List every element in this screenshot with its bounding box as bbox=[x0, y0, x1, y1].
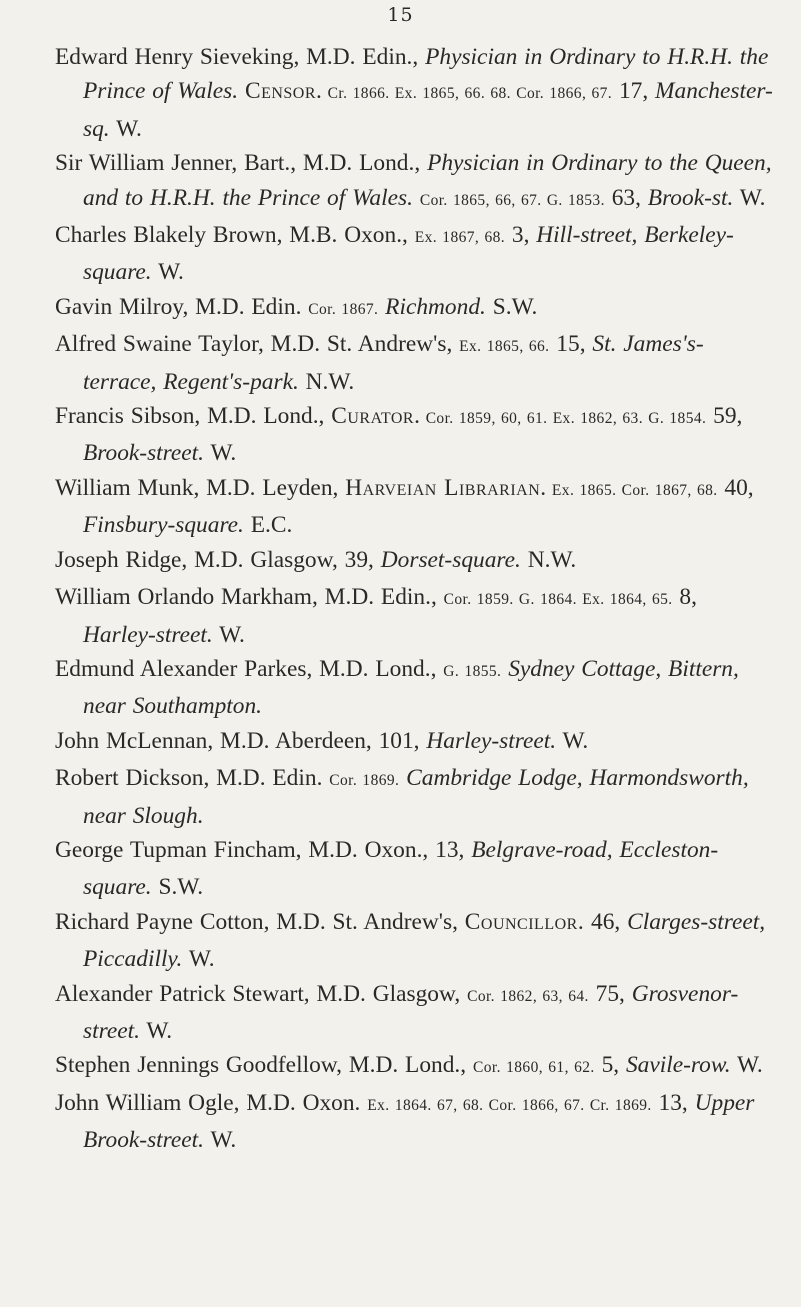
entry-space bbox=[413, 185, 420, 211]
entry-college-dates: Cor. 1859. G. 1864. Ex. 1864, 65. bbox=[443, 591, 673, 609]
entry-college-dates: Cor. 1865, 66, 67. G. 1853. bbox=[419, 191, 605, 209]
entry-name: Gavin Milroy, M.D. Edin. bbox=[55, 293, 309, 320]
list-entry bbox=[55, 471, 773, 543]
entry-college-dates: Ex. 1865. Cor. 1867, 68. bbox=[546, 481, 718, 499]
entry-name: William Munk, M.D. Leyden, bbox=[55, 474, 346, 501]
entry-address: Harley-street. bbox=[426, 727, 557, 754]
entry-office: Curator. bbox=[331, 403, 421, 430]
list-entry bbox=[55, 218, 773, 290]
list-entry bbox=[55, 1086, 773, 1158]
entry-address: Cambridge Lodge, Harmondsworth, near Slough. bbox=[83, 765, 749, 829]
list-entry bbox=[55, 327, 773, 399]
entry-address: Brook-st. bbox=[647, 184, 734, 211]
entry-number: 63, bbox=[604, 184, 648, 211]
entry-college-dates: Ex. 1864. 67, 68. Cor. 1866, 67. Cr. 1869. bbox=[367, 1096, 652, 1114]
entry-address: Manchester-sq. bbox=[83, 78, 773, 142]
entry-district: W. bbox=[139, 1017, 173, 1044]
list-entry bbox=[55, 977, 773, 1049]
entry-name: Alexander Patrick Stewart, M.D. Glasgow, bbox=[55, 980, 468, 1007]
entry-address: Sydney Cottage, Bittern, near Southampton. bbox=[83, 655, 739, 720]
entry-district: S.W. bbox=[485, 293, 538, 320]
fellows-list bbox=[55, 40, 773, 1158]
entry-name: Sir William Jenner, Bart., M.D. Lond., bbox=[55, 150, 428, 177]
entry-address: St. James's-terrace, Regent's-park. bbox=[83, 331, 704, 395]
entry-district: S.W. bbox=[151, 874, 204, 901]
entry-name: Joseph Ridge, M.D. Glasgow, 39, bbox=[55, 546, 381, 573]
entry-number: 75, bbox=[588, 980, 632, 1007]
entry-district: W. bbox=[151, 259, 184, 286]
list-entry bbox=[55, 146, 773, 218]
entry-address: Hill-street, Berkeley-square. bbox=[83, 222, 734, 286]
entry-college-dates: Cor. 1869. bbox=[329, 772, 400, 790]
entry-address: Richmond. bbox=[385, 293, 486, 320]
entry-district: W. bbox=[109, 115, 142, 142]
entry-district: W. bbox=[733, 184, 766, 211]
list-entry bbox=[55, 833, 773, 905]
entry-address: Belgrave-road, Eccleston-square. bbox=[83, 836, 719, 901]
entry-address: Finsbury-square. bbox=[83, 512, 244, 539]
entry-district: N.W. bbox=[298, 368, 355, 395]
entry-number: 59, bbox=[706, 403, 743, 430]
entry-district: W. bbox=[204, 1127, 237, 1154]
entry-address: Savile-row. bbox=[625, 1052, 731, 1079]
entry-college-dates: Ex. 1865, 66. bbox=[459, 338, 550, 356]
entry-name: Stephen Jennings Goodfellow, M.D. Lond., bbox=[55, 1052, 473, 1079]
list-entry bbox=[55, 40, 773, 146]
list-entry bbox=[55, 724, 773, 761]
entry-name: Robert Dickson, M.D. Edin. bbox=[55, 765, 330, 792]
entry-college-dates: Cor. 1860, 61, 62. bbox=[472, 1059, 595, 1077]
entry-district: N.W. bbox=[520, 546, 577, 573]
entry-number: 40, bbox=[717, 474, 754, 501]
entry-appointment: Physician in Ordinary to H.R.H. the Prince of Wales. bbox=[83, 44, 769, 105]
entry-name: George Tupman Fincham, M.D. Oxon., 13, bbox=[55, 836, 472, 863]
entry-college-dates: Cor. 1862, 63, 64. bbox=[467, 987, 589, 1005]
entry-number: 17, bbox=[612, 78, 656, 105]
list-entry bbox=[55, 399, 773, 471]
list-entry bbox=[55, 1048, 773, 1085]
entry-district: W. bbox=[212, 621, 245, 648]
entry-address: Grosvenor-street. bbox=[83, 980, 739, 1044]
entry-name: Charles Blakely Brown, M.B. Oxon., bbox=[55, 222, 415, 249]
entry-name: Alfred Swaine Taylor, M.D. St. Andrew's, bbox=[55, 331, 460, 358]
entry-address: Upper Brook-street. bbox=[83, 1089, 755, 1154]
list-entry bbox=[55, 290, 773, 327]
entry-name: Edward Henry Sieveking, M.D. Edin., bbox=[55, 44, 426, 70]
entry-name: William Orlando Markham, M.D. Edin., bbox=[55, 584, 444, 611]
entry-college-dates: Cor. 1867. bbox=[308, 300, 379, 318]
entry-space bbox=[238, 78, 245, 104]
entry-district: W. bbox=[730, 1052, 763, 1079]
entry-district: W. bbox=[204, 440, 237, 467]
entry-office: Harveian Librarian. bbox=[345, 474, 547, 501]
entry-name: John William Ogle, M.D. Oxon. bbox=[55, 1089, 368, 1116]
entry-number: 46, bbox=[584, 908, 628, 935]
entry-number: 5, bbox=[594, 1052, 626, 1079]
entry-name: Francis Sibson, M.D. Lond., bbox=[55, 403, 332, 430]
entry-college-dates: Cr. 1866. Ex. 1865, 66. 68. Cor. 1866, 67. bbox=[322, 85, 613, 103]
entry-address: Dorset-square. bbox=[380, 546, 521, 573]
entry-address: Harley-street. bbox=[83, 621, 213, 648]
list-entry bbox=[55, 761, 773, 833]
entry-college-dates: G. 1855. bbox=[443, 662, 502, 680]
entry-district: W. bbox=[556, 727, 589, 754]
entry-college-dates: Cor. 1859, 60, 61. Ex. 1862, 63. G. 1854. bbox=[420, 410, 707, 428]
entry-name: John McLennan, M.D. Aberdeen, 101, bbox=[55, 727, 427, 754]
entry-college-dates: Ex. 1867, 68. bbox=[414, 229, 506, 247]
entry-district: W. bbox=[182, 946, 215, 973]
list-entry bbox=[55, 905, 773, 977]
entry-name: Richard Payne Cotton, M.D. St. Andrew's, bbox=[55, 908, 465, 935]
page-number: 15 bbox=[387, 4, 414, 26]
entry-address: Brook-street. bbox=[83, 440, 205, 467]
entry-number: 15, bbox=[549, 331, 593, 358]
entry-office: Censor. bbox=[244, 78, 323, 105]
list-entry bbox=[55, 580, 773, 652]
entry-name: Edmund Alexander Parkes, M.D. Lond., bbox=[55, 655, 444, 682]
entry-address: Clarges-street, Piccadilly. bbox=[83, 908, 766, 973]
entry-district: E.C. bbox=[243, 512, 293, 539]
entry-number: 13, bbox=[651, 1089, 695, 1116]
entry-appointment: Physician in Ordinary to the Queen, and to H.R.H. the Prince of Wales. bbox=[83, 150, 772, 211]
list-entry bbox=[55, 543, 773, 580]
entry-office: Councillor. bbox=[464, 908, 585, 935]
entry-number: 8, bbox=[672, 584, 697, 611]
entry-number: 3, bbox=[505, 222, 537, 249]
list-entry bbox=[55, 652, 773, 724]
